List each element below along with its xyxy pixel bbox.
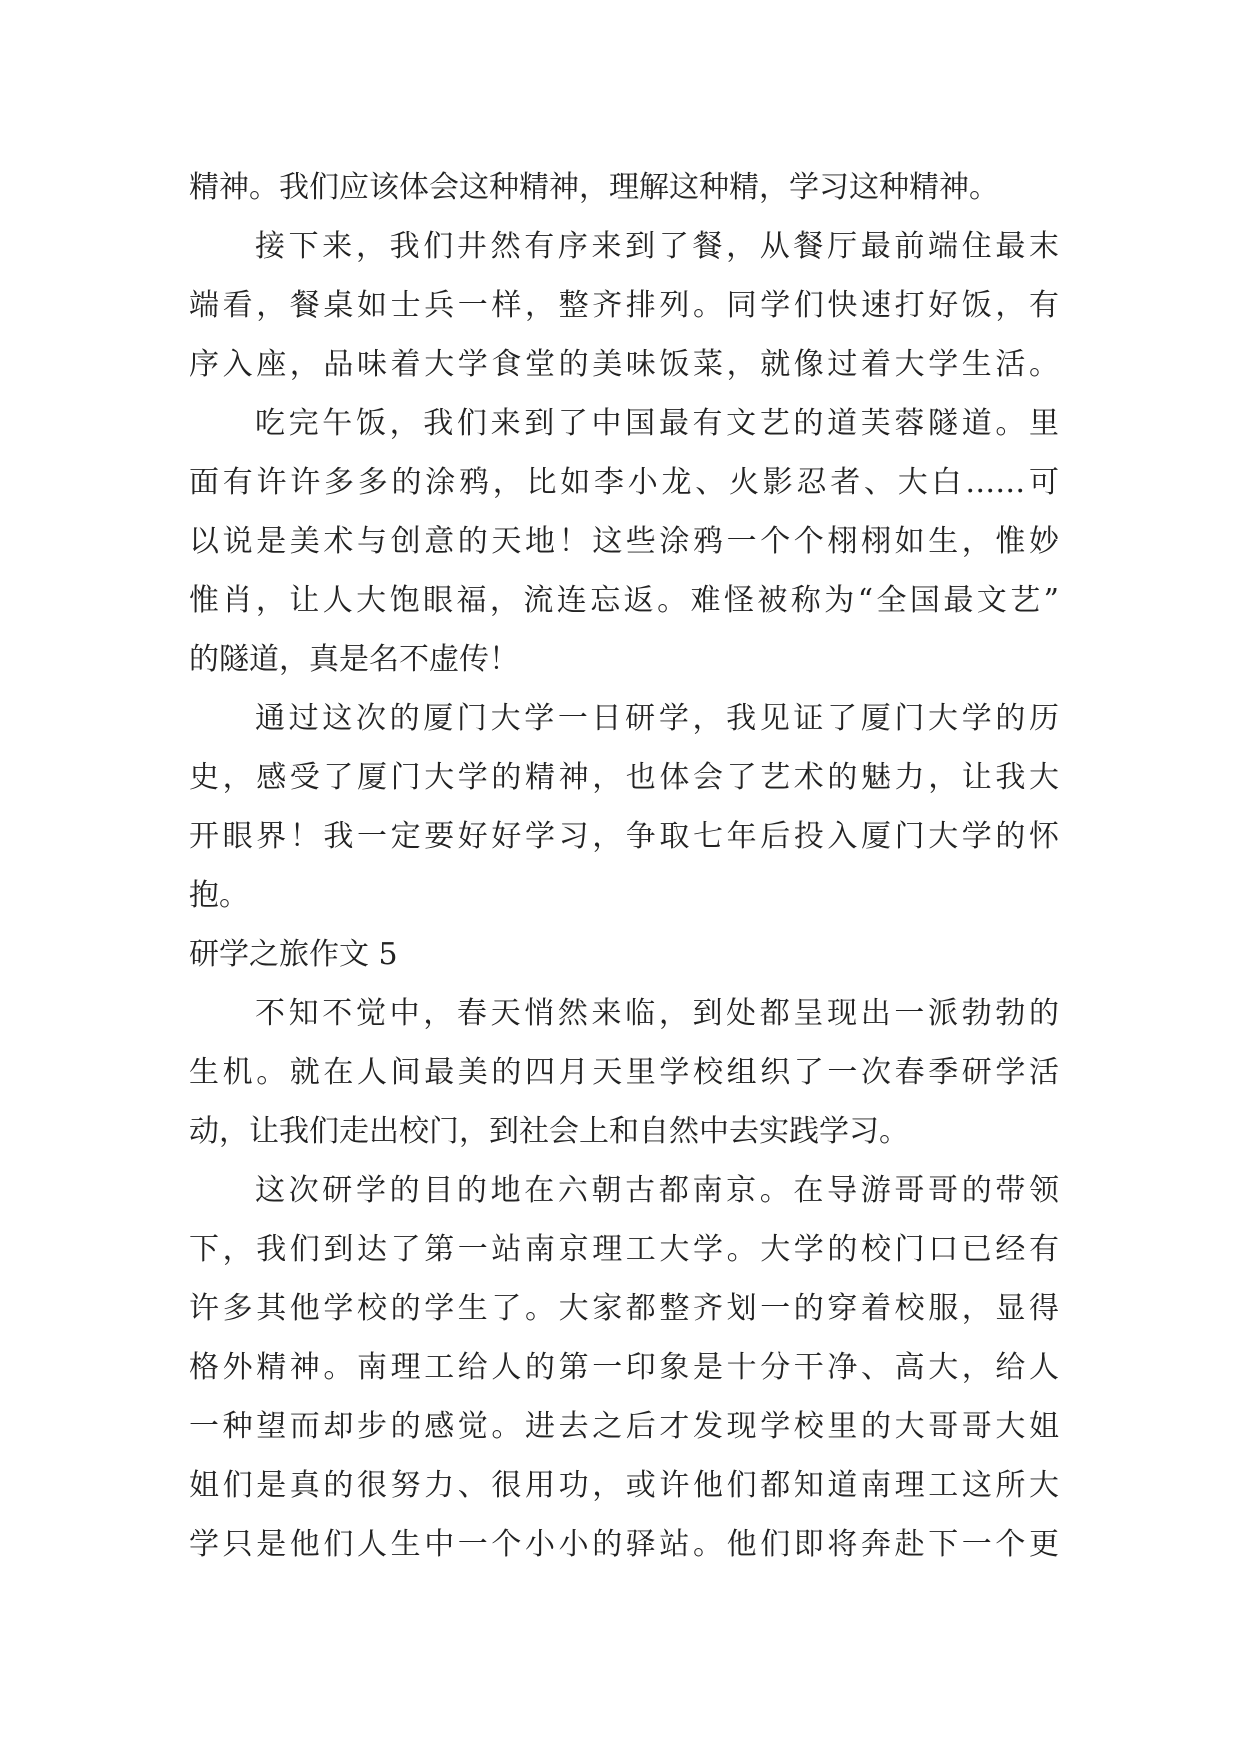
text-line: 吃完午饭，我们来到了中国最有文艺的道芙蓉隧道。里 [255, 406, 1059, 441]
text-line: 学只是他们人生中一个小小的驿站。他们即将奔赴下一个更 [189, 1527, 1059, 1562]
text-line: 不知不觉中，春天悄然来临，到处都呈现出一派勃勃的 [255, 996, 1059, 1031]
section-heading: 研学之旅作文 5 [189, 937, 398, 972]
text-line: 下，我们到达了第一站南京理工大学。大学的校门口已经有 [189, 1232, 1059, 1267]
text-line: 史，感受了厦门大学的精神，也体会了艺术的魅力，让我大 [189, 760, 1059, 795]
paragraph [189, 689, 1059, 925]
text-line: 以说是美术与创意的天地！这些涂鸦一个个栩栩如生，惟妙 [189, 524, 1059, 559]
paragraph [189, 217, 1059, 394]
text-line: 面有许许多多的涂鸦，比如李小龙、火影忍者、大白……可 [189, 465, 1059, 500]
paragraph [189, 984, 1059, 1161]
text-line: 许多其他学校的学生了。大家都整齐划一的穿着校服，显得 [189, 1291, 1059, 1326]
text-line: 序入座，品味着大学食堂的美味饭菜，就像过着大学生活。 [189, 347, 1059, 382]
text-line: 开眼界！我一定要好好学习，争取七年后投入厦门大学的怀 [189, 819, 1059, 854]
text-line: 抱。 [189, 878, 249, 913]
text-line: 格外精神。南理工给人的第一印象是十分干净、高大，给人 [189, 1350, 1059, 1385]
paragraph [189, 158, 1059, 217]
text-line: 的隧道，真是名不虚传！ [189, 642, 519, 677]
text-line: 端看，餐桌如士兵一样，整齐排列。同学们快速打好饭，有 [189, 288, 1059, 323]
text-line: 一种望而却步的感觉。进去之后才发现学校里的大哥哥大姐 [189, 1409, 1059, 1444]
text-line: 这次研学的目的地在六朝古都南京。在导游哥哥的带领 [255, 1173, 1059, 1208]
paragraph [189, 394, 1059, 689]
text-line: 姐们是真的很努力、很用功，或许他们都知道南理工这所大 [189, 1468, 1059, 1503]
text-line: 精神。我们应该体会这种精神，理解这种精，学习这种精神。 [189, 170, 999, 205]
text-line: 生机。就在人间最美的四月天里学校组织了一次春季研学活 [189, 1055, 1059, 1090]
text-line: 通过这次的厦门大学一日研学，我见证了厦门大学的历 [255, 701, 1059, 736]
paragraph [189, 1161, 1059, 1574]
text-line: 接下来，我们井然有序来到了餐，从餐厅最前端住最末 [255, 229, 1059, 264]
text-line: 动，让我们走出校门，到社会上和自然中去实践学习。 [189, 1114, 909, 1149]
text-line: 惟肖，让人大饱眼福，流连忘返。难怪被称为“全国最文艺” [189, 583, 1059, 618]
document-body [189, 158, 1059, 1574]
